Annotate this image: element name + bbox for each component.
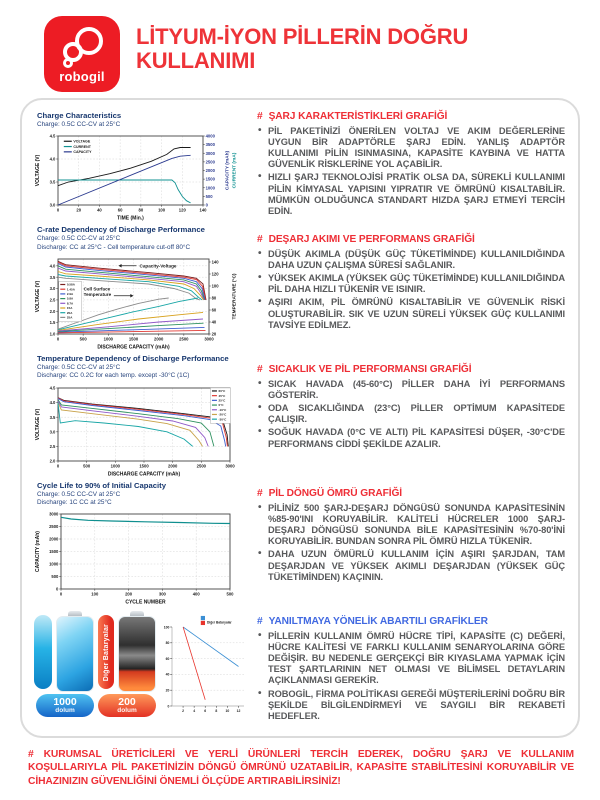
svg-text:1.45A: 1.45A xyxy=(66,287,75,292)
svg-text:80: 80 xyxy=(211,295,217,301)
svg-text:400: 400 xyxy=(192,591,200,597)
svg-text:20: 20 xyxy=(211,331,217,337)
svg-text:0.58A: 0.58A xyxy=(66,282,75,287)
svg-text:40: 40 xyxy=(211,319,217,325)
svg-text:4.5: 4.5 xyxy=(49,385,56,391)
bullet-item: • PİL PAKETİNİZİ ÖNERİLEN VOLTAJ VE AKIM DEĞERLERİNE UYGUN BİR ADAPTÖRLE ŞARJ EDİN. YANLIŞ ADAPTÖR KULLANIMI PİLİN ISINMASINA, KAPASİTE KAYBINA VE HATTA GÜVENLİK RİSKLERİNE YOL AÇABİLİR. xyxy=(257,126,565,171)
bullet-item: • ODA SICAKLIĞINDA (23°C) PİLLER OPTİMUM KAPASİTEDE ÇALIŞIR. xyxy=(257,403,565,425)
svg-text:0°C: 0°C xyxy=(218,402,224,407)
cycle-count: 1000 xyxy=(53,695,77,708)
svg-text:20A: 20A xyxy=(66,310,73,315)
chart-subtitle: Charge: 0.5C CC-CV at 25°C xyxy=(37,363,121,371)
chart-subtitle: Charge: 0.5C CC-CV at 25°C xyxy=(37,235,121,243)
svg-text:2.9A: 2.9A xyxy=(66,292,74,297)
svg-text:2.0: 2.0 xyxy=(49,458,56,464)
section-cycle-life xyxy=(257,488,565,610)
hash-marker: # xyxy=(257,616,263,627)
svg-text:1500: 1500 xyxy=(139,463,149,469)
footer-text: KURUMSAL ÜRETİCİLERİ VE YERLİ ÜRÜNLERİ TERCİH EDEREK, DOĞRU ŞARJ VE KULLANIM KOŞULLARIYLA PİL PAKETİNİZİN DÖNGÜ ÖMRÜNÜ UZATABİLİR, KAPASİTE STABİLİTESİNİ KORUYABİLİR VE CİHAZINIZIN GÜVENLİĞİNİ ÖNEMLİ ÖLÇÜDE ARTIRABİLİRSİNİZ! xyxy=(28,749,574,787)
svg-text:3.5: 3.5 xyxy=(49,414,56,420)
svg-text:VOLTAGE (V): VOLTAGE (V) xyxy=(35,408,41,440)
cycle-unit: dolum xyxy=(117,706,137,714)
section-misleading-charts xyxy=(257,616,565,722)
svg-text:1.0: 1.0 xyxy=(49,331,56,337)
svg-text:CURRENT (mA): CURRENT (mA) xyxy=(232,152,238,189)
section-charge-characteristics xyxy=(257,111,565,228)
battery-body-low xyxy=(118,616,156,692)
svg-text:3.0: 3.0 xyxy=(49,429,56,435)
cycles-1000-badge xyxy=(36,694,94,717)
chart-subtitle: Discharge: CC at 25°C - Cell temperature cut-off 80°C xyxy=(37,243,191,251)
svg-text:200: 200 xyxy=(125,591,133,597)
svg-text:0: 0 xyxy=(167,704,170,709)
charts-column xyxy=(34,111,248,730)
bullet-item: • DÜŞÜK AKIMLA (DÜŞÜK GÜÇ TÜKETİMİNDE) KULLANILDIĞINDA DAHA UZUN ÇALIŞMA SÜRESİ SAĞLANIR. xyxy=(257,249,565,271)
chart-cycle-life xyxy=(34,481,248,606)
hash-marker: # xyxy=(28,749,34,760)
section-title: SICAKLIK VE PİL PERFORMANSI GRAFİĞİ xyxy=(268,364,472,375)
cycle-unit: dolum xyxy=(55,706,75,714)
svg-text:Capacity-Voltage: Capacity-Voltage xyxy=(139,263,177,269)
temperature-discharge-plot xyxy=(34,383,239,477)
bullet-item: • YÜKSEK AKIMLA (YÜKSEK GÜÇ TÜKETİMİNDE) KULLANILDIĞINDA PİL DAHA HIZLI TÜKENİR VE ISINIR. xyxy=(257,273,565,295)
bullet-item: • SICAK HAVADA (45-60°C) PİLLER DAHA İYİ PERFORMANS GÖSTERİR. xyxy=(257,379,565,401)
svg-text:0: 0 xyxy=(205,202,208,208)
section-title: PİL DÖNGÜ ÖMRÜ GRAFİĞİ xyxy=(268,488,403,499)
svg-text:80: 80 xyxy=(138,207,144,213)
svg-text:40: 40 xyxy=(165,672,170,677)
svg-text:140: 140 xyxy=(199,207,207,213)
svg-text:2500: 2500 xyxy=(49,524,59,530)
page-title-line2: KULLANIMI xyxy=(136,48,256,74)
section-title: ŞARJ KARAKTERİSTİKLERİ GRAFİĞİ xyxy=(268,111,448,122)
crate-discharge-plot xyxy=(34,254,239,350)
svg-text:VOLTAGE: VOLTAGE xyxy=(73,139,91,144)
charge-characteristics-plot xyxy=(34,131,239,221)
svg-text:VOLTAGE (V): VOLTAGE (V) xyxy=(35,280,41,313)
svg-text:100: 100 xyxy=(211,283,219,289)
svg-text:4.0: 4.0 xyxy=(49,156,56,162)
section-title: YANILTMAYA YÖNELİK ABARTILI GRAFİKLER xyxy=(268,616,488,627)
section-heading xyxy=(257,364,565,376)
svg-text:0: 0 xyxy=(56,463,60,469)
svg-text:4000: 4000 xyxy=(205,133,215,139)
text-column xyxy=(257,111,568,730)
svg-text:6: 6 xyxy=(204,709,207,714)
hash-marker: # xyxy=(257,234,263,245)
blue-capsule xyxy=(34,615,52,689)
chart-temperature-discharge xyxy=(34,354,248,477)
svg-text:-10°C: -10°C xyxy=(218,407,227,412)
hash-marker: # xyxy=(257,111,263,122)
section-discharge-performance xyxy=(257,234,565,358)
chart-crate-discharge xyxy=(34,225,248,350)
svg-text:1000: 1000 xyxy=(49,561,59,567)
chart-subtitle: Discharge: CC 0.2C for each temp. except -30°C (1C) xyxy=(37,372,190,380)
svg-text:2500: 2500 xyxy=(196,463,206,469)
svg-text:8.7A: 8.7A xyxy=(66,301,74,306)
svg-text:120: 120 xyxy=(211,271,219,277)
svg-text:1500: 1500 xyxy=(128,336,139,342)
battery-body-full xyxy=(56,616,94,692)
chart-subtitle: Charge: 0.5C CC-CV at 25°C xyxy=(37,490,121,498)
svg-text:3000: 3000 xyxy=(204,336,214,342)
svg-text:20: 20 xyxy=(76,207,82,213)
svg-text:2000: 2000 xyxy=(168,463,178,469)
chart-subtitle: Discharge: 1C CC at 25°C xyxy=(37,498,112,506)
svg-text:4.5: 4.5 xyxy=(49,133,56,139)
svg-text:120: 120 xyxy=(178,207,186,213)
cycles-200-badge xyxy=(98,694,156,717)
robogil-logo xyxy=(44,16,120,92)
bullet-item: • SOĞUK HAVADA (0°C VE ALTI) PİL KAPASİTESİ DÜŞER, -30°C'DE PERFORMANS CİDDİ ŞEKİLDE AZALIR. xyxy=(257,427,565,449)
svg-text:3500: 3500 xyxy=(205,142,215,148)
chart-title: Cycle Life to 90% of Initial Capacity xyxy=(37,480,167,490)
svg-text:2000: 2000 xyxy=(205,168,215,174)
full-battery-illustration xyxy=(56,611,94,692)
svg-text:TIME (Min.): TIME (Min.) xyxy=(117,215,144,222)
other-batteries-capsule xyxy=(98,615,114,689)
svg-text:60: 60 xyxy=(165,657,170,662)
svg-text:25A: 25A xyxy=(66,315,73,320)
svg-text:40: 40 xyxy=(97,207,102,213)
page-title xyxy=(136,25,468,73)
svg-text:-30°C: -30°C xyxy=(218,416,227,421)
section-heading xyxy=(257,111,565,123)
battery-illustrations xyxy=(34,611,158,717)
page-title-line1: LİTYUM-İYON PİLLERİN DOĞRU xyxy=(136,24,469,49)
svg-text:CYCLE NUMBER: CYCLE NUMBER xyxy=(125,599,166,606)
svg-text:0: 0 xyxy=(56,336,60,342)
svg-text:500: 500 xyxy=(226,591,234,597)
svg-text:140: 140 xyxy=(211,259,219,265)
section-heading xyxy=(257,616,565,628)
svg-text:0: 0 xyxy=(56,586,59,592)
svg-text:3.5: 3.5 xyxy=(49,179,56,185)
svg-text:12: 12 xyxy=(236,709,241,714)
svg-text:CAPACITY: CAPACITY xyxy=(73,150,92,155)
svg-text:2500: 2500 xyxy=(205,159,215,165)
page-header xyxy=(0,0,600,92)
bullet-item: • AŞIRI AKIM, PİL ÖMRÜNÜ KISALTABİLİR VE GÜVENLİK RİSKİ OLUŞTURABİLİR. SIK VE UZUN SÜRELİ YÜKSEK GÜÇ KULLANIMI TAVSİYE EDİLMEZ. xyxy=(257,297,565,330)
svg-text:DISCHARGE CAPACITY (mAh): DISCHARGE CAPACITY (mAh) xyxy=(97,344,170,350)
other-batteries-label: Diğer Bataryalar xyxy=(102,623,110,681)
svg-text:4.0: 4.0 xyxy=(49,399,56,405)
svg-text:100: 100 xyxy=(163,625,170,630)
svg-text:3000: 3000 xyxy=(205,151,215,157)
hash-marker: # xyxy=(257,488,263,499)
svg-text:4.0: 4.0 xyxy=(49,263,56,269)
svg-text:80: 80 xyxy=(165,641,170,646)
robogil-logo-mark-icon xyxy=(56,25,108,69)
svg-text:CURRENT: CURRENT xyxy=(73,145,91,150)
svg-text:CAPACITY (mAh): CAPACITY (mAh) xyxy=(35,531,41,573)
hash-marker: # xyxy=(257,364,263,375)
bullet-item: • DAHA UZUN ÖMÜRLÜ KULLANIM İÇİN AŞIRI ŞARJDAN, TAM DEŞARJDAN VE YÜKSEK AKIMLI DEŞARJDAN (YÜKSEK GÜÇ TÜKETİMİNDEN) KAÇININ. xyxy=(257,549,565,582)
svg-text:60: 60 xyxy=(117,207,123,213)
section-temperature-performance xyxy=(257,364,565,482)
svg-text:5.8A: 5.8A xyxy=(66,296,74,301)
svg-text:60°C: 60°C xyxy=(218,388,226,393)
svg-text:Temperature: Temperature xyxy=(83,291,112,297)
svg-text:3000: 3000 xyxy=(225,463,235,469)
svg-text:2.5: 2.5 xyxy=(49,443,56,449)
svg-text:2500: 2500 xyxy=(179,336,189,342)
svg-text:45°C: 45°C xyxy=(218,393,226,398)
svg-text:-20°C: -20°C xyxy=(218,412,227,417)
section-heading xyxy=(257,488,565,500)
svg-text:2000: 2000 xyxy=(49,536,59,542)
svg-text:0: 0 xyxy=(56,207,60,213)
capacity-decline-mini-chart xyxy=(160,613,248,715)
svg-text:25°C: 25°C xyxy=(218,398,226,403)
svg-text:100: 100 xyxy=(158,207,166,213)
bullet-item: • ROBOGİL, FİRMA POLİTİKASI GEREĞİ MÜŞTERİLERİNİ DOĞRU BİR ŞEKİLDE BİLGİLENDİRMEYİ VE SAYGILI BİR REKABETİ HEDEFLER. xyxy=(257,689,565,722)
svg-text:10: 10 xyxy=(225,709,230,714)
svg-text:2.0: 2.0 xyxy=(49,308,56,314)
svg-text:2000: 2000 xyxy=(154,336,164,342)
bullet-item: • PİLLERİN KULLANIM ÖMRÜ HÜCRE TİPİ, KAPASİTE (C) DEĞERİ, HÜCRE KALİTESİ VE FARKLI KULLANIM SENARYOLARINA GÖRE DEĞİŞİR. BU NEDENLE GERÇEKÇİ BİR KIYASLAMA YAPMAK İÇİN TEST ŞARTLARININ NET OLMASI VE BİLİMSEL DETAYLARIN AÇIKLANMASI GEREKİR. xyxy=(257,631,565,687)
section-heading xyxy=(257,234,565,246)
battery-comparison-graphic xyxy=(34,611,248,717)
svg-text:20: 20 xyxy=(165,688,170,693)
svg-text:1500: 1500 xyxy=(205,177,215,183)
svg-text:0: 0 xyxy=(59,591,63,597)
svg-text:8: 8 xyxy=(215,709,218,714)
svg-text:100: 100 xyxy=(91,591,99,597)
svg-text:VOLTAGE (V): VOLTAGE (V) xyxy=(35,155,41,187)
bullet-item: • HIZLI ŞARJ TEKNOLOJİSİ PRATİK OLSA DA, SÜREKLİ KULLANIMI PİLİN KİMYASAL YAPISINI YIPRATIR VE ÖMRÜNÜ KISALTABİLİR. MÜMKÜN OLDUĞUNCA STANDART HIZDA ŞARJ ETMEYİ TERCİH EDİN. xyxy=(257,172,565,217)
cycle-life-plot xyxy=(34,509,239,605)
svg-text:1000: 1000 xyxy=(103,336,113,342)
svg-text:4: 4 xyxy=(193,709,196,714)
low-battery-illustration xyxy=(118,611,156,692)
svg-text:2: 2 xyxy=(182,709,185,714)
bullet-item: • PİLİNİZ 500 ŞARJ-DEŞARJ DÖNGÜSÜ SONUNDA KAPASİTESİNİN %85-90'INI KORUYABİLİR. KALİTELİ HÜCRELER 1000 ŞARJ-DEŞARJ DÖNGÜSÜ SONUNDA BİLE KAPASİTESİNİN %70-80'İNİ KORUYABİLİR. BUNDAN SONRA PİL ÖMRÜ HIZLA TÜKENİR. xyxy=(257,503,565,548)
svg-text:3.5: 3.5 xyxy=(49,274,56,280)
svg-text:60: 60 xyxy=(211,307,217,313)
svg-text:2.5: 2.5 xyxy=(49,297,56,303)
svg-text:TEMPERATURE (°C): TEMPERATURE (°C) xyxy=(232,273,238,320)
chart-subtitle: Charge: 0.5C CC-CV at 25°C xyxy=(37,121,121,128)
svg-text:300: 300 xyxy=(158,591,166,597)
svg-text:1000: 1000 xyxy=(205,185,215,191)
footer-callout xyxy=(28,748,574,788)
svg-text:15A: 15A xyxy=(66,306,73,311)
svg-text:CAPACITY (mAh): CAPACITY (mAh) xyxy=(225,151,231,191)
svg-text:500: 500 xyxy=(205,194,213,200)
content-card xyxy=(20,98,580,738)
logo-wordmark: robogil xyxy=(59,69,105,84)
svg-text:3.0: 3.0 xyxy=(49,202,56,208)
section-title: DEŞARJ AKIMI VE PERFORMANS GRAFİĞİ xyxy=(268,234,475,245)
chart-charge-characteristics xyxy=(34,111,248,221)
chart-title: C-rate Dependency of Discharge Performance xyxy=(37,225,205,235)
svg-text:500: 500 xyxy=(51,574,59,580)
svg-text:500: 500 xyxy=(79,336,87,342)
svg-text:3.0: 3.0 xyxy=(49,286,56,292)
svg-text:3000: 3000 xyxy=(49,511,59,517)
svg-text:Cell Surface: Cell Surface xyxy=(83,286,111,292)
cycle-count: 200 xyxy=(118,695,136,708)
svg-text:500: 500 xyxy=(83,463,91,469)
svg-text:1000: 1000 xyxy=(110,463,120,469)
svg-text:1.5: 1.5 xyxy=(49,320,56,326)
chart-title: Charge Characteristics xyxy=(37,111,122,120)
svg-text:Diğer Bataryalar: Diğer Bataryalar xyxy=(207,620,232,625)
chart-title: Temperature Dependency of Discharge Performance xyxy=(37,353,229,363)
svg-text:DISCHARGE CAPACITY (mAh): DISCHARGE CAPACITY (mAh) xyxy=(107,471,181,477)
svg-text:1500: 1500 xyxy=(49,549,59,555)
